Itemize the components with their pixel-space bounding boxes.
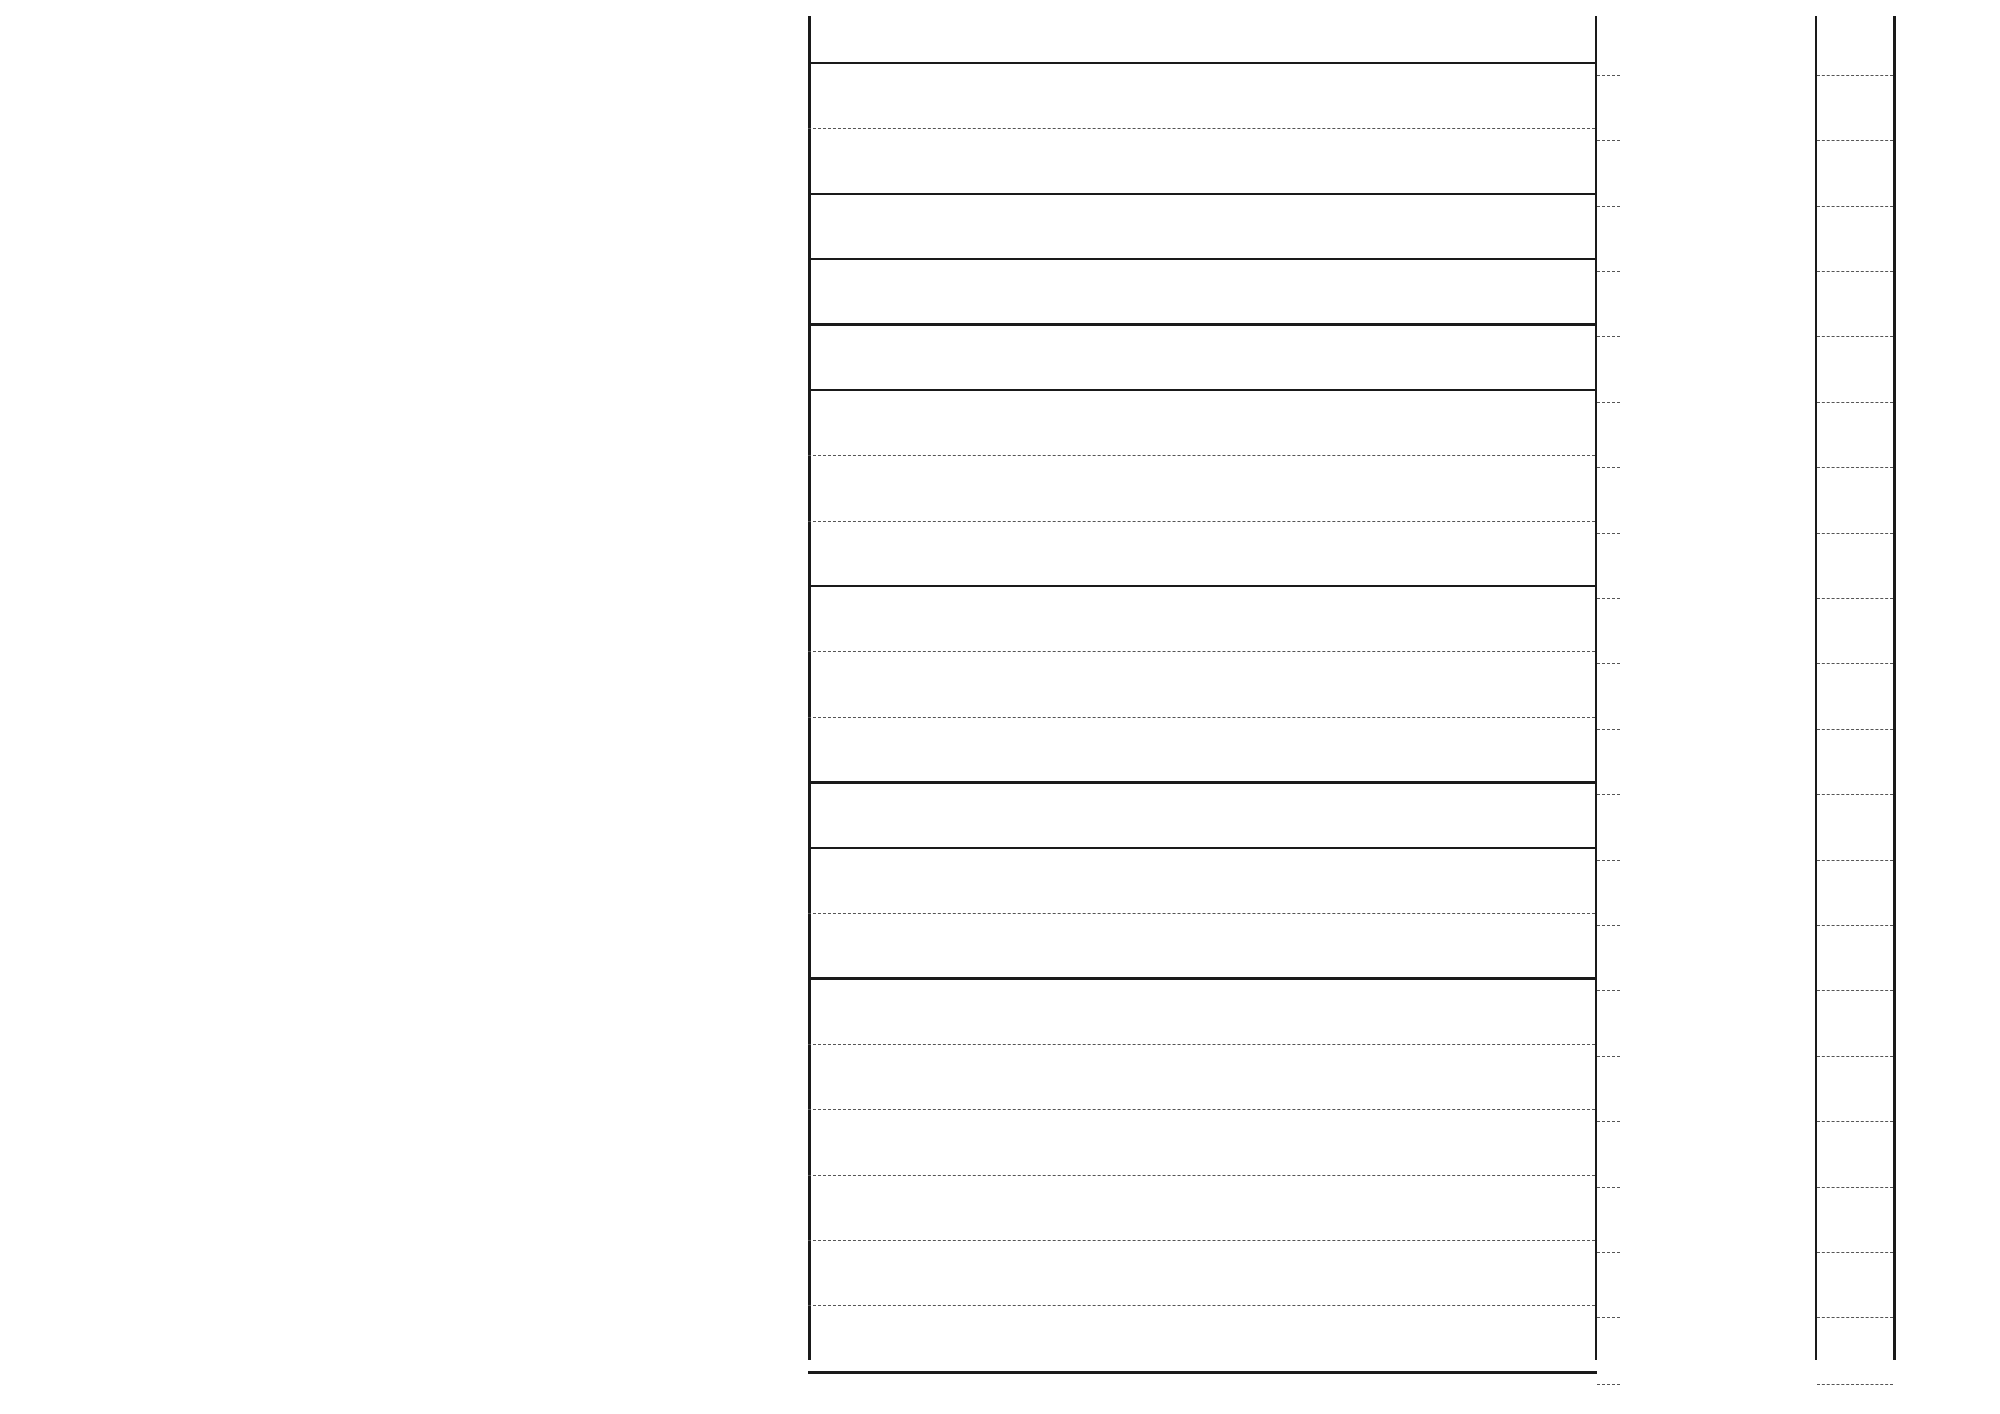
row-separator: [1817, 206, 1893, 207]
group-separator: [808, 193, 1597, 196]
row-separator: [1817, 860, 1893, 861]
row-separator: [808, 128, 1595, 129]
group-separator: [808, 781, 1597, 784]
row-separator: [1597, 860, 1620, 861]
row-separator: [808, 455, 1595, 456]
row-separator: [1597, 663, 1620, 664]
row-separator: [1817, 336, 1893, 337]
row-separator: [1597, 1056, 1620, 1057]
row-separator: [1817, 1187, 1893, 1188]
row-separator: [808, 521, 1595, 522]
row-separator: [808, 651, 1595, 652]
group-separator: [808, 389, 1597, 392]
area-cell-cropped: [930, 0, 1430, 34]
row-separator: [1597, 467, 1620, 468]
row-separator: [808, 1109, 1595, 1110]
row-separator: [1597, 336, 1620, 337]
group-separator: [808, 585, 1597, 588]
row-separator: [1597, 1384, 1620, 1385]
row-separator: [1597, 1317, 1620, 1318]
table-left-border: [808, 16, 811, 1360]
row-separator: [1817, 1121, 1893, 1122]
row-separator: [1597, 925, 1620, 926]
row-separator: [808, 1044, 1595, 1045]
row-separator: [1597, 1252, 1620, 1253]
column-divider: [1815, 16, 1817, 1360]
row-separator: [1597, 271, 1620, 272]
group-separator: [808, 977, 1597, 980]
row-separator: [1817, 533, 1893, 534]
group-separator: [808, 62, 1597, 65]
group-separator: [808, 1371, 1597, 1374]
row-separator: [1597, 402, 1620, 403]
row-separator: [1817, 598, 1893, 599]
table-right-border: [1893, 16, 1896, 1360]
row-separator: [1597, 140, 1620, 141]
row-separator: [808, 913, 1595, 914]
group-separator: [808, 847, 1597, 850]
row-separator: [808, 1175, 1595, 1176]
row-separator: [808, 1240, 1595, 1241]
group-separator: [808, 323, 1597, 326]
row-separator: [1817, 467, 1893, 468]
row-separator: [1817, 1384, 1893, 1385]
row-separator: [1817, 1317, 1893, 1318]
row-separator: [808, 1305, 1595, 1306]
row-separator: [1817, 271, 1893, 272]
row-separator: [1597, 75, 1620, 76]
row-separator: [1597, 1121, 1620, 1122]
row-separator: [1597, 794, 1620, 795]
row-separator: [1597, 729, 1620, 730]
row-separator: [808, 717, 1595, 718]
row-separator: [1817, 794, 1893, 795]
row-separator: [1597, 598, 1620, 599]
row-separator: [1597, 533, 1620, 534]
row-separator: [1817, 990, 1893, 991]
row-separator: [1817, 402, 1893, 403]
row-separator: [1817, 729, 1893, 730]
row-separator: [1817, 75, 1893, 76]
group-separator: [808, 258, 1597, 261]
row-separator: [1817, 1056, 1893, 1057]
row-separator: [1597, 1187, 1620, 1188]
row-separator: [1817, 140, 1893, 141]
row-separator: [1817, 1252, 1893, 1253]
row-separator: [1597, 206, 1620, 207]
column-divider: [1595, 16, 1597, 1360]
row-separator: [1817, 663, 1893, 664]
row-separator: [1597, 990, 1620, 991]
row-separator: [1817, 925, 1893, 926]
